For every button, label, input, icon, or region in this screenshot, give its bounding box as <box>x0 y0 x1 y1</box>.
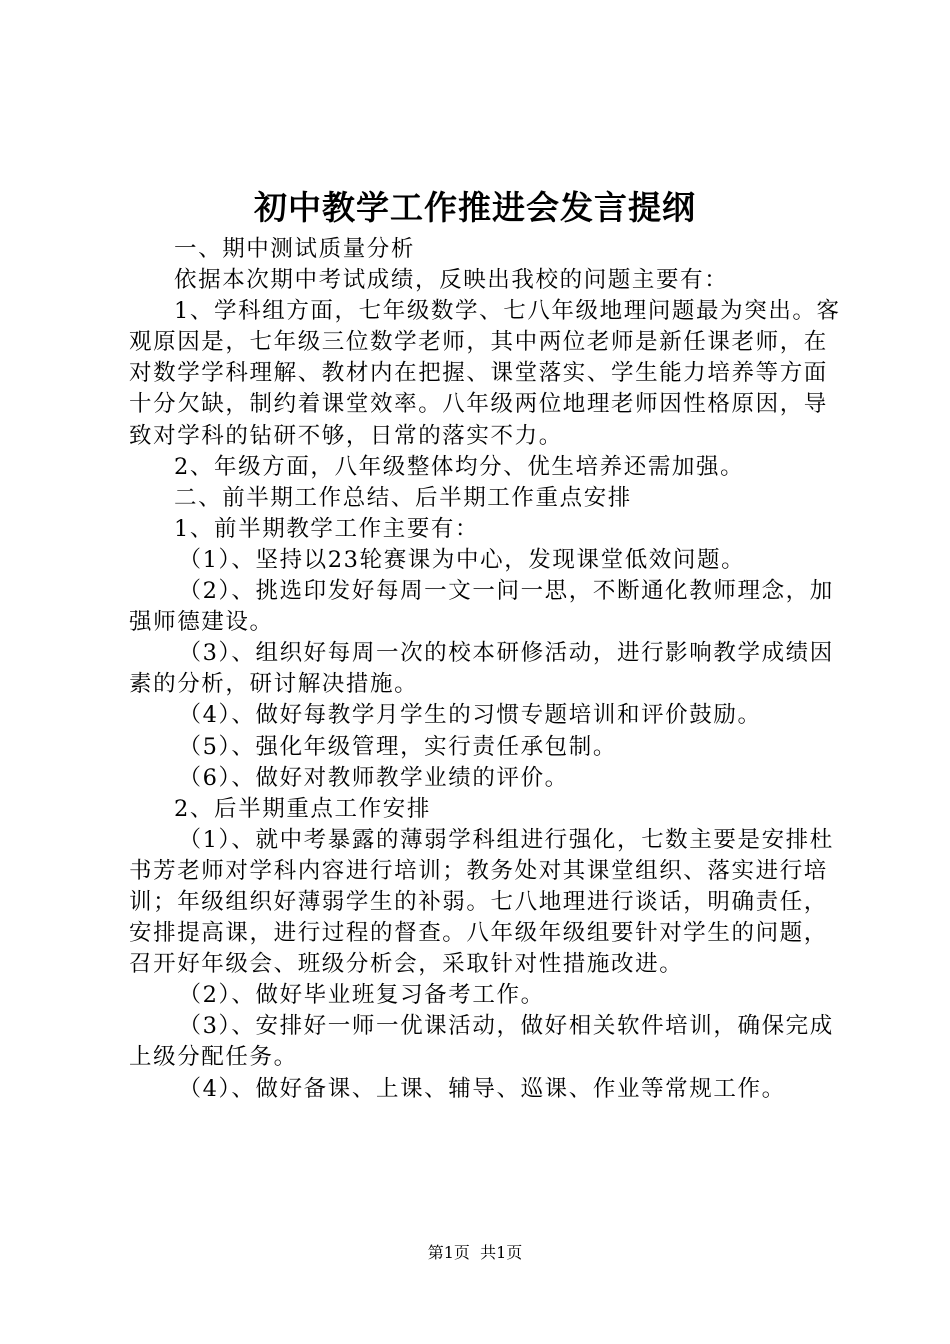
list-item: （1）、坚持以23轮赛课为中心，发现课堂低效问题。 <box>178 546 746 573</box>
section-heading-1: 一、期中测试质量分析 <box>174 236 416 262</box>
document-title: 初中教学工作推进会发言提纲 <box>254 188 696 227</box>
list-item: （2）、挑选印发好每周一文一问一思，不断通化教师理念，加强师德建设。 <box>129 578 834 636</box>
subheading-first-half: 1、前半期教学工作主要有： <box>174 515 480 542</box>
list-item: （1）、就中考暴露的薄弱学科组进行强化，七数主要是安排杜书芳老师对学科内容进行培训；教务处对其课堂组织、落实进行培训；年级组织好薄弱学生的补弱。七八地理进行谈话，明确责任，安排提高课，进行过程的督查。八年级年级组要针对学生的问题，召开好年级会、班级分析会，采取针对性措施改进。 <box>129 826 834 978</box>
paragraph-intro: 依据本次期中考试成绩，反映出我校的问题主要有： <box>174 267 729 294</box>
paragraph-grade: 2、年级方面，八年级整体均分、优生培养还需加强。 <box>174 453 745 480</box>
page-number: 第1页 <box>427 1243 470 1262</box>
list-item: （5）、强化年级管理，实行责任承包制。 <box>178 733 617 760</box>
paragraph-subject-groups: 1、学科组方面，七年级数学、七八年级地理问题最为突出。客观原因是，七年级三位数学老师，其中两位老师是新任课老师，在对数学学科理解、教材内在把握、课堂落实、学生能力培养等方面十分欠缺，制约着课堂效率。八年级两位地理老师因性格原因，导致对学科的钻研不够，日常的落实不力。 <box>129 298 841 449</box>
page-footer <box>0 1242 950 1264</box>
list-item: （4）、做好每教学月学生的习惯专题培训和评价鼓励。 <box>178 702 762 729</box>
document-body <box>129 234 849 1105</box>
list-item: （3）、组织好每周一次的校本研修活动，进行影响教学成绩因素的分析，研讨解决措施。 <box>129 640 834 698</box>
section-heading-2: 二、前半期工作总结、后半期工作重点安排 <box>174 484 632 511</box>
list-item: （2）、做好毕业班复习备考工作。 <box>178 982 545 1009</box>
subheading-second-half: 2、后半期重点工作安排 <box>174 795 431 822</box>
page-total: 共1页 <box>480 1243 523 1262</box>
list-item: （6）、做好对教师教学业绩的评价。 <box>178 764 569 791</box>
list-item: （4）、做好备课、上课、辅导、巡课、作业等常规工作。 <box>178 1075 786 1102</box>
list-item: （3）、安排好一师一优课活动，做好相关软件培训，确保完成上级分配任务。 <box>129 1013 834 1071</box>
